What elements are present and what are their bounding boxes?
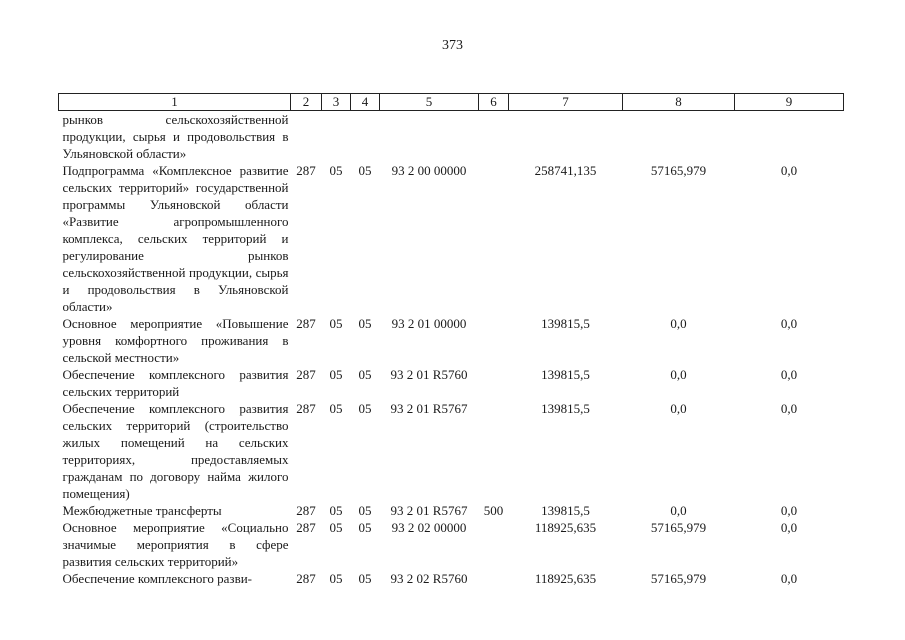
row-amount-3-cell: 0,0 xyxy=(780,316,798,331)
table-row xyxy=(59,315,844,366)
row-razdel-cell: 05 xyxy=(329,163,343,178)
budget-table xyxy=(58,93,844,587)
page-number: 373 xyxy=(442,38,463,53)
row-name-cell: рынков сельскохозяйственной продукции, сырья и продовольствия в Ульяновской области» xyxy=(62,112,289,161)
row-gu-cell: 287 xyxy=(296,316,316,331)
row-kvr-cell xyxy=(479,111,509,163)
row-kvr-cell xyxy=(479,400,509,502)
row-kvr-cell: 500 xyxy=(483,503,504,518)
header-col-8: 8 xyxy=(623,94,735,111)
header-col-4: 4 xyxy=(351,94,380,111)
header-col-9: 9 xyxy=(735,94,844,111)
row-amount-2-cell: 0,0 xyxy=(670,401,687,416)
row-amount-3-cell: 0,0 xyxy=(780,401,798,416)
row-amount-1-cell: 139815,5 xyxy=(541,316,590,331)
row-razdel-cell: 05 xyxy=(329,401,343,416)
row-kcsr-cell: 93 2 02 00000 xyxy=(391,520,467,535)
row-name-cell: Обеспечение комплексного разви- xyxy=(62,571,252,586)
row-amount-3-cell: 0,0 xyxy=(780,520,798,535)
row-razdel-cell: 05 xyxy=(329,520,343,535)
row-amount-3-cell: 0,0 xyxy=(780,367,798,382)
row-amount-2-cell: 57165,979 xyxy=(650,163,707,178)
row-razdel-cell: 05 xyxy=(329,316,343,331)
row-razdel-cell: 05 xyxy=(329,503,343,518)
header-col-3: 3 xyxy=(322,94,351,111)
header-col-2: 2 xyxy=(291,94,322,111)
row-kcsr-cell: 93 2 01 R5760 xyxy=(390,367,468,382)
row-kvr-cell xyxy=(479,570,509,587)
row-razdel-cell: 05 xyxy=(329,367,343,382)
row-kcsr-cell: 93 2 02 R5760 xyxy=(390,571,468,586)
row-kvr-cell xyxy=(479,519,509,570)
row-name-cell: Основное мероприятие «Социально значимые мероприятия в сфере развития сельских территорий» xyxy=(62,520,289,569)
row-amount-2-cell: 57165,979 xyxy=(650,571,707,586)
row-name-cell: Межбюджетные трансферты xyxy=(62,503,222,518)
header-col-7: 7 xyxy=(509,94,623,111)
row-name-cell: Основное мероприятие «Повышение уровня комфортного проживания в сельской местности» xyxy=(62,316,289,365)
table-row xyxy=(59,502,844,519)
row-name-cell: Обеспечение комплексного развития сельских территорий xyxy=(62,367,289,399)
table-row xyxy=(59,400,844,502)
row-amount-1-cell: 139815,5 xyxy=(541,401,590,416)
row-amount-3-cell: 0,0 xyxy=(780,503,798,518)
row-podrazdel-cell: 05 xyxy=(358,503,372,518)
header-col-6: 6 xyxy=(479,94,509,111)
row-amount-1-cell xyxy=(509,111,623,163)
row-amount-3-cell: 0,0 xyxy=(780,163,798,178)
row-podrazdel-cell: 05 xyxy=(358,163,372,178)
table-row xyxy=(59,519,844,570)
row-podrazdel-cell: 05 xyxy=(358,367,372,382)
row-podrazdel-cell xyxy=(351,111,380,163)
row-razdel-cell xyxy=(322,111,351,163)
row-kcsr-cell: 93 2 01 00000 xyxy=(391,316,467,331)
row-amount-1-cell: 118925,635 xyxy=(534,571,597,586)
row-amount-1-cell: 118925,635 xyxy=(534,520,597,535)
row-gu-cell: 287 xyxy=(296,163,316,178)
row-gu-cell: 287 xyxy=(296,367,316,382)
row-amount-2-cell: 0,0 xyxy=(670,503,687,518)
row-kcsr-cell xyxy=(380,111,479,163)
row-podrazdel-cell: 05 xyxy=(358,520,372,535)
row-gu-cell: 287 xyxy=(296,401,316,416)
row-kcsr-cell: 93 2 01 R5767 xyxy=(390,503,468,518)
row-podrazdel-cell: 05 xyxy=(358,401,372,416)
row-name-cell: Обеспечение комплексного развития сельских территорий (строительство жилых помещений на сельских территориях, предоставляемых гражданам по договору найма жилого помещения) xyxy=(62,401,289,501)
row-amount-1-cell: 139815,5 xyxy=(541,367,590,382)
header-col-1: 1 xyxy=(59,94,291,111)
row-razdel-cell: 05 xyxy=(329,571,343,586)
header-col-5: 5 xyxy=(380,94,479,111)
row-amount-1-cell: 139815,5 xyxy=(541,503,590,518)
table-row xyxy=(59,366,844,400)
row-gu-cell: 287 xyxy=(296,503,316,518)
row-amount-3-cell xyxy=(735,111,844,163)
row-gu-cell xyxy=(291,111,322,163)
row-amount-2-cell: 0,0 xyxy=(670,367,687,382)
row-amount-1-cell: 258741,135 xyxy=(534,163,597,178)
row-kcsr-cell: 93 2 00 00000 xyxy=(391,163,467,178)
table-header-row xyxy=(59,94,844,111)
row-name-cell: Подпрограмма «Комплексное развитие сельских территорий» государственной программы Ульяновской области «Развитие агропромышленного комплекса, сельских территорий и регулирование рынков сельскохозяйственной продукции, сырья и продовольствия в Ульяновской области» xyxy=(62,163,289,314)
row-podrazdel-cell: 05 xyxy=(358,316,372,331)
row-podrazdel-cell: 05 xyxy=(358,571,372,586)
row-gu-cell: 287 xyxy=(296,520,316,535)
row-amount-3-cell: 0,0 xyxy=(780,571,798,586)
row-kvr-cell xyxy=(479,315,509,366)
row-kvr-cell xyxy=(479,162,509,315)
row-amount-2-cell xyxy=(623,111,735,163)
row-amount-2-cell: 0,0 xyxy=(670,316,687,331)
table-body xyxy=(59,111,844,588)
row-kvr-cell xyxy=(479,366,509,400)
table-row xyxy=(59,570,844,587)
row-gu-cell: 287 xyxy=(296,571,316,586)
row-kcsr-cell: 93 2 01 R5767 xyxy=(390,401,468,416)
table-row xyxy=(59,162,844,315)
row-amount-2-cell: 57165,979 xyxy=(650,520,707,535)
table-row xyxy=(59,111,844,163)
